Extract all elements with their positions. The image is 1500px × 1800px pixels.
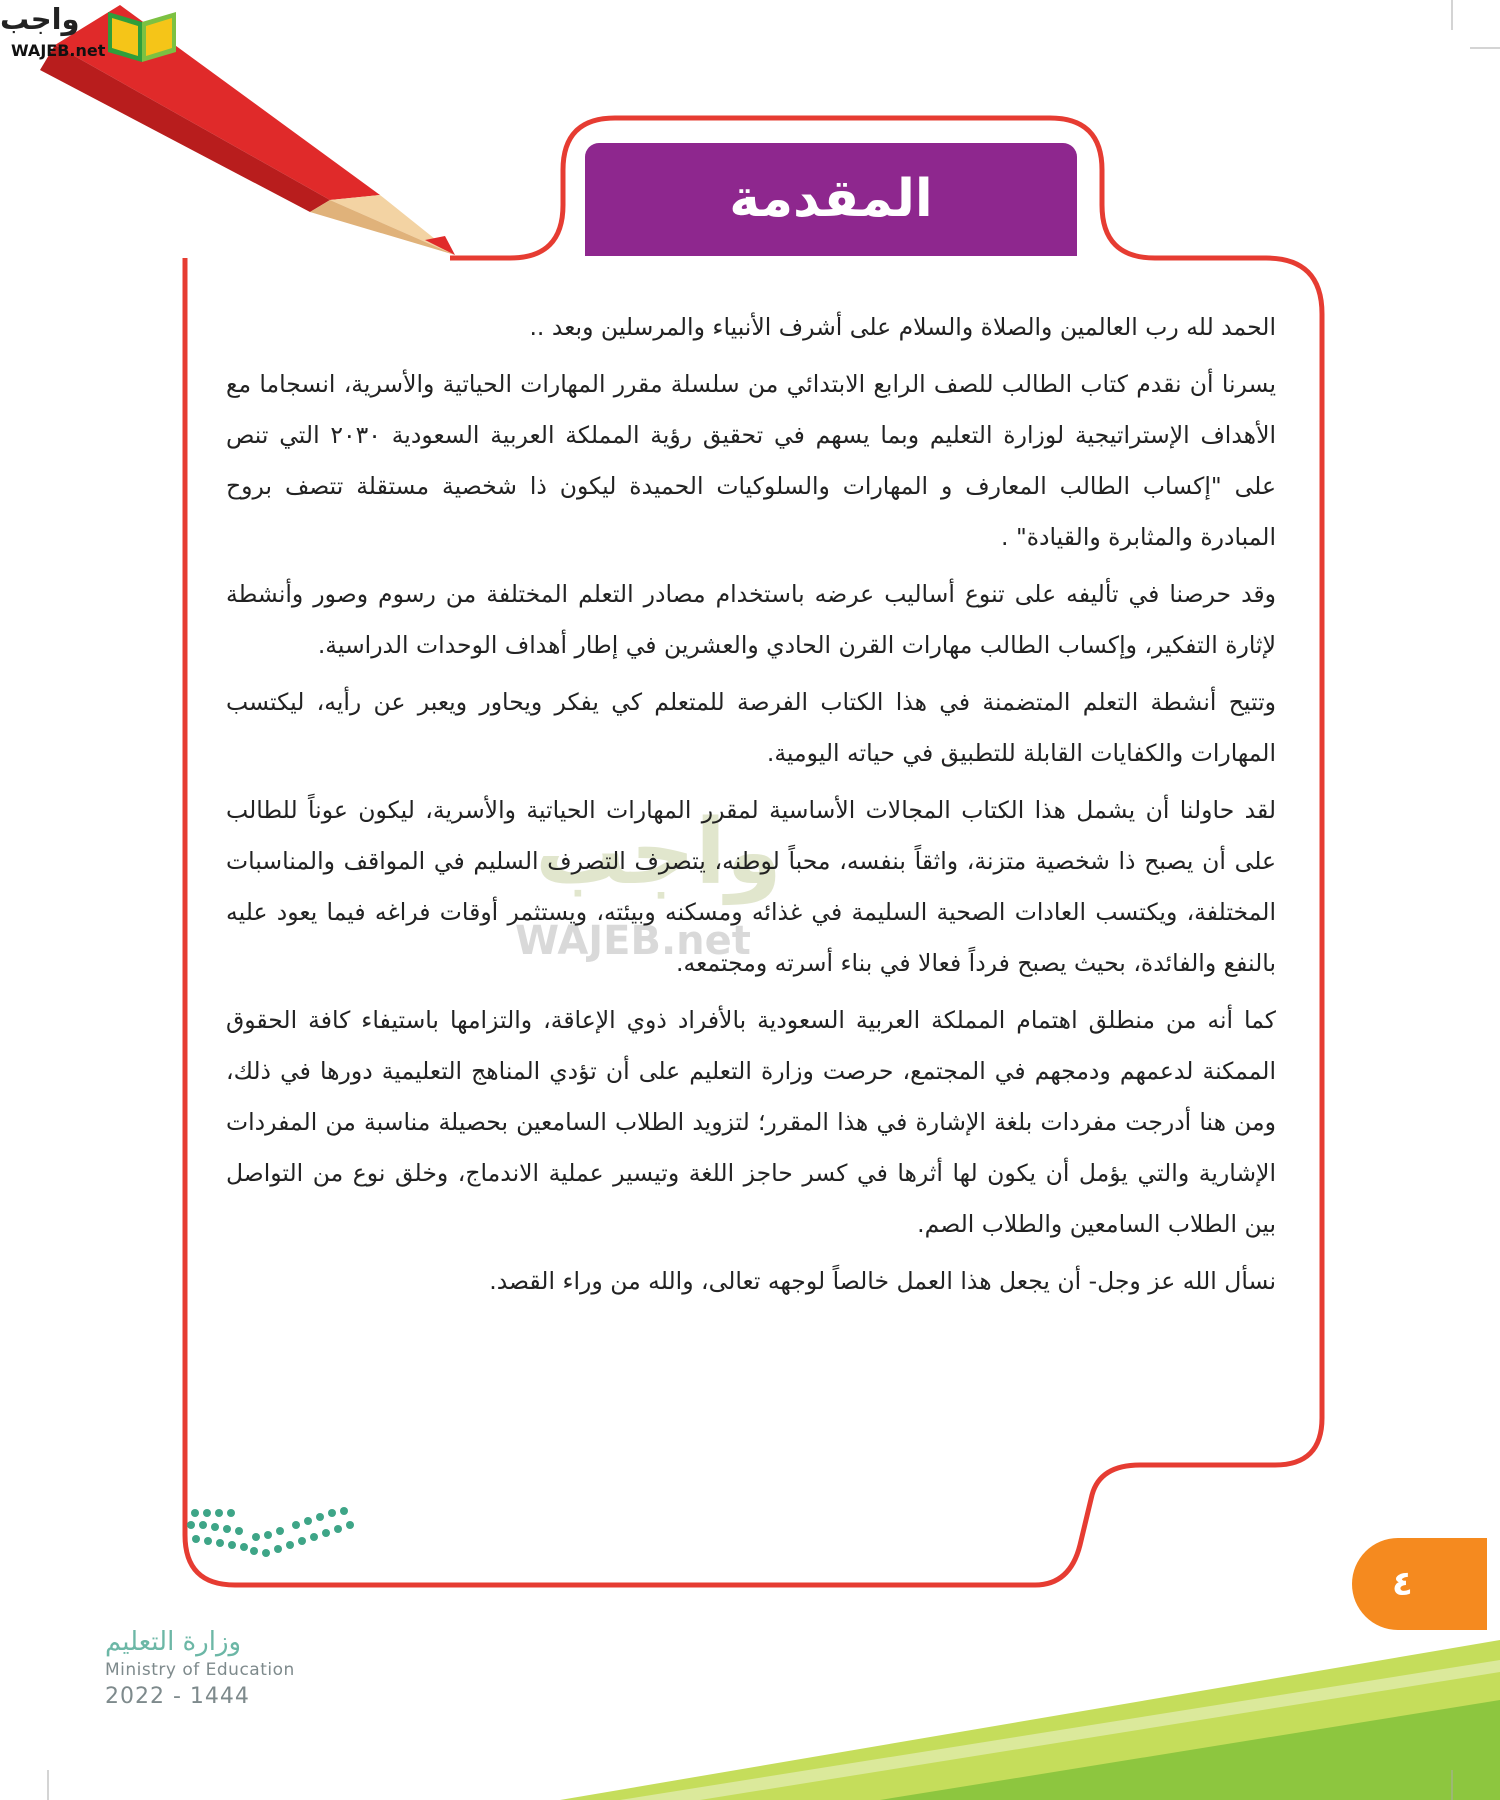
paragraph-sign-language: كما أنه من منطلق اهتمام المملكة العربية السعودية بالأفراد ذوي الإعاقة، والتزامها باستيفاء كافة الحقوق الممكنة لدعمهم ودمجهم في المجتمع، حرصت وزارة التعليم على أن تؤدي المناهج التعليمية دورها في ذلك، ومن هنا أدرجت مفردات بلغة الإشارة في هذا المقرر؛ لتزويد الطلاب السامعين بحصيلة مناسبة من المفردات الإشارية والتي يؤمل أن يكون لها أثرها في كسر حاجز اللغة وتيسير عملية الاندماج، وخلق نوع من التواصل بين الطلاب السامعين والطلاب الصم. [226, 1006, 1276, 1238]
paragraph-methods: وقد حرصنا في تأليفه على تنوع أساليب عرضه باستخدام مصادر التعلم المختلفة من رسوم وصور وأنشطة لإثارة التفكير، وإكساب الطالب مهارات القرن الحادي والعشرين في إطار أهداف الوحدات الدراسية. [226, 580, 1276, 659]
ministry-name-arabic: وزارة التعليم [105, 1627, 242, 1657]
watermark-latin: WAJEB.net [11, 41, 106, 60]
paragraph-closing: نسأل الله عز وجل- أن يجعل هذا العمل خالصاً لوجهه تعالى، والله من وراء القصد. [489, 1267, 1276, 1295]
paragraph-greeting: الحمد لله رب العالمين والصلاة والسلام على أشرف الأنبياء والمرسلين وبعد .. [529, 313, 1276, 341]
page-title: المقدمة [585, 143, 1077, 256]
paragraph-activities: وتتيح أنشطة التعلم المتضمنة في هذا الكتاب الفرصة للمتعلم كي يفكر ويحاور ويعبر عن رأيه، ليكتسب المهارات والكفايات القابلة للتطبيق في حياته اليومية. [226, 688, 1276, 767]
book-logo-icon [108, 12, 176, 62]
paragraph-purpose: يسرنا أن نقدم كتاب الطالب للصف الرابع الابتدائي من سلسلة مقرر المهارات الحياتية والأسرية، انسجاما مع الأهداف الإستراتيجية لوزارة التعليم وبما يسهم في تحقيق رؤية المملكة العربية السعودية ٢٠٣٠ التي تنص على "إكساب الطالب المعارف و المهارات والسلوكيات الحميدة ليكون ذا شخصية مستقلة تتصف بروح المبادرة والمثابرة والقيادة" . [226, 370, 1276, 551]
center-watermark-arabic: واجب [535, 800, 782, 905]
center-watermark-latin: WAJEB.net [515, 918, 751, 964]
paragraph-goals: لقد حاولنا أن يشمل هذا الكتاب المجالات الأساسية لمقرر المهارات الحياتية والأسرية، ليكون عوناً للطالب على أن يصبح ذا شخصية متزنة، واثقاً بنفسه، محباً لوطنه، يتصرف التصرف السليم في المواقف والمناسبات المختلفة، ويكتسب العادات الصحية السليمة في غذائه ومسكنه وبيئته، ويستثمر أوقات فراغه فيما يعود عليه بالنفع والفائدة، بحيث يصبح فرداً فعالا في بناء أسرته ومجتمعه. [226, 796, 1276, 977]
watermark-arabic: واجب [0, 2, 80, 36]
ministry-logo-dots [187, 1507, 354, 1557]
page-number: ٤ [1352, 1538, 1487, 1630]
edition-year: 2022 - 1444 [105, 1684, 250, 1709]
introduction-body [226, 302, 1276, 1313]
ministry-name-english: Ministry of Education [105, 1660, 295, 1680]
